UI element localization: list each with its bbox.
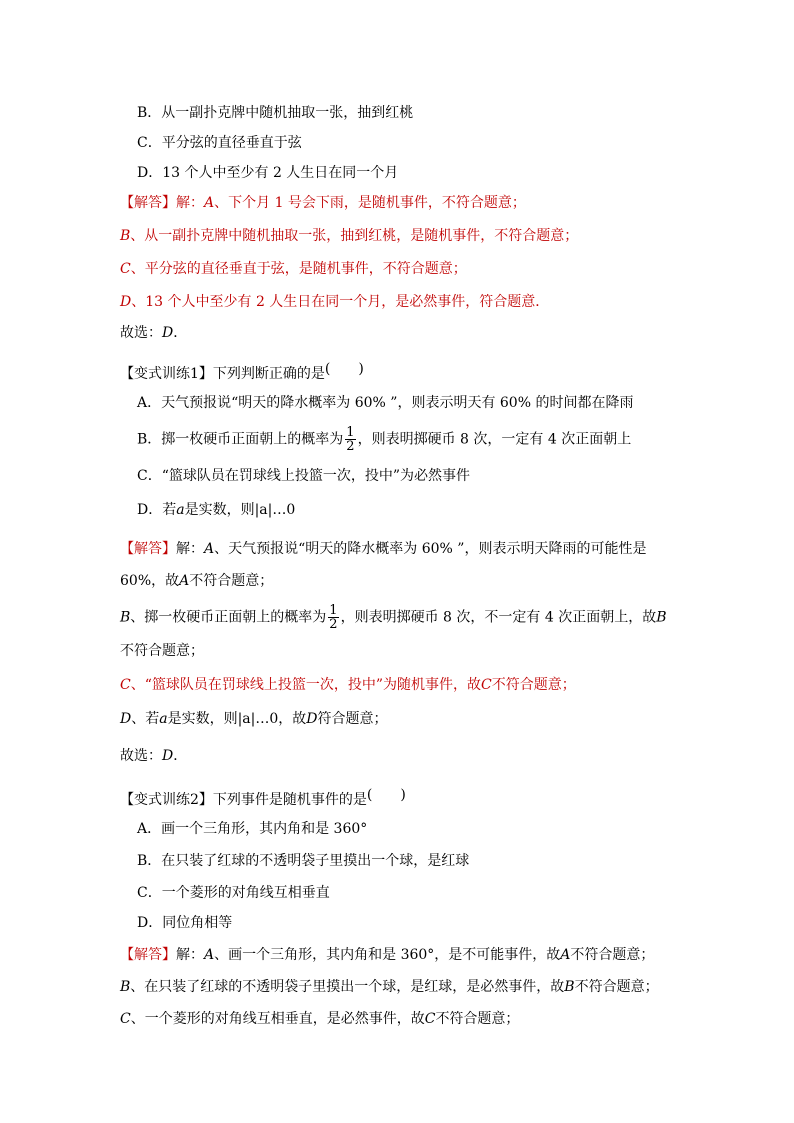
answer-line-a-cont: 60%，故A不符合题意； bbox=[120, 573, 274, 589]
option-d: D．13 个人中至少有 2 人生日在同一个月 bbox=[137, 165, 399, 181]
answer-tag: 【解答】 bbox=[120, 947, 176, 963]
answer-line-b: B、掷一枚硬币正面朝上的概率为 $\frac{1}{2}$ ，则表明掷硬币 8 次，不一定有 4 次正面朝上，故B bbox=[120, 603, 667, 632]
option-c: C．一个菱形的对角线互相垂直 bbox=[137, 885, 330, 901]
answer-line-a: 【解答】解：A、画一个三角形，其内角和是 360°，是不可能事件，故A不符合题意； bbox=[120, 947, 655, 963]
answer-line-b-cont: 不符合题意； bbox=[120, 643, 204, 659]
answer-line-d: D、13 个人中至少有 2 人生日在同一个月，是必然事件，符合题意． bbox=[120, 294, 550, 310]
question-tag: 【变式训练2】 bbox=[120, 792, 213, 808]
option-c: C．“篮球队员在罚球线上投篮一次，投中”为必然事件 bbox=[137, 468, 471, 484]
answer-tag: 【解答】 bbox=[120, 195, 176, 211]
answer-line-b: B、从一副扑克牌中随机抽取一张，抽到红桃，是随机事件，不符合题意； bbox=[120, 228, 579, 244]
answer-parentheses: ( ) bbox=[366, 787, 406, 803]
option-a: A．天气预报说“明天的降水概率为 60% ”，则表示明天有 60% 的时间都在降雨 bbox=[137, 395, 634, 411]
answer-line-c: C、一个菱形的对角线互相垂直，是必然事件，故C不符合题意； bbox=[120, 1011, 520, 1027]
option-b: B．掷一枚硬币正面朝上的概率为 $\frac{1}{2}$ ，则表明掷硬币 8 次，一定有 4 次正面朝上 bbox=[137, 425, 632, 454]
fraction: $\frac{1}{2}$ bbox=[329, 603, 338, 632]
option-b: B．在只装了红球的不透明袋子里摸出一个球，是红球 bbox=[137, 853, 470, 869]
question-tag: 【变式训练1】 bbox=[120, 366, 213, 382]
answer-line-a: 【解答】解：A、下个月 1 号会下雨，是随机事件，不符合题意； bbox=[120, 195, 526, 211]
option-d: D．若a是实数，则|a|…0 bbox=[137, 502, 296, 518]
answer-tag: 【解答】 bbox=[120, 541, 176, 557]
answer-line-a: 【解答】解：A、天气预报说“明天的降水概率为 60% ”，则表示明天降雨的可能性是 bbox=[120, 541, 647, 557]
question-2-stem: 【变式训练2】下列事件是随机事件的是( ) bbox=[120, 787, 406, 808]
answer-parentheses: ( ) bbox=[324, 361, 364, 377]
option-c: C．平分弦的直径垂直于弦 bbox=[137, 135, 302, 151]
option-a: A．画一个三角形，其内角和是 360° bbox=[137, 821, 368, 837]
answer-result: 故选：D． bbox=[120, 325, 188, 341]
answer-line-c: C、平分弦的直径垂直于弦，是随机事件，不符合题意； bbox=[120, 261, 467, 277]
option-d: D．同位角相等 bbox=[137, 915, 233, 931]
fraction: $\frac{1}{2}$ bbox=[346, 425, 355, 454]
answer-result: 故选：D． bbox=[120, 748, 188, 764]
option-b: B．从一副扑克牌中随机抽取一张，抽到红桃 bbox=[137, 105, 414, 121]
question-1-stem: 【变式训练1】下列判断正确的是( ) bbox=[120, 361, 364, 382]
answer-line-b: B、在只装了红球的不透明袋子里摸出一个球，是红球，是必然事件，故B不符合题意； bbox=[120, 979, 659, 995]
answer-line-d: D、若a是实数，则|a|…0，故D符合题意； bbox=[120, 711, 388, 727]
answer-line-c: C、“篮球队员在罚球线上投篮一次，投中”为随机事件，故C不符合题意； bbox=[120, 677, 576, 693]
